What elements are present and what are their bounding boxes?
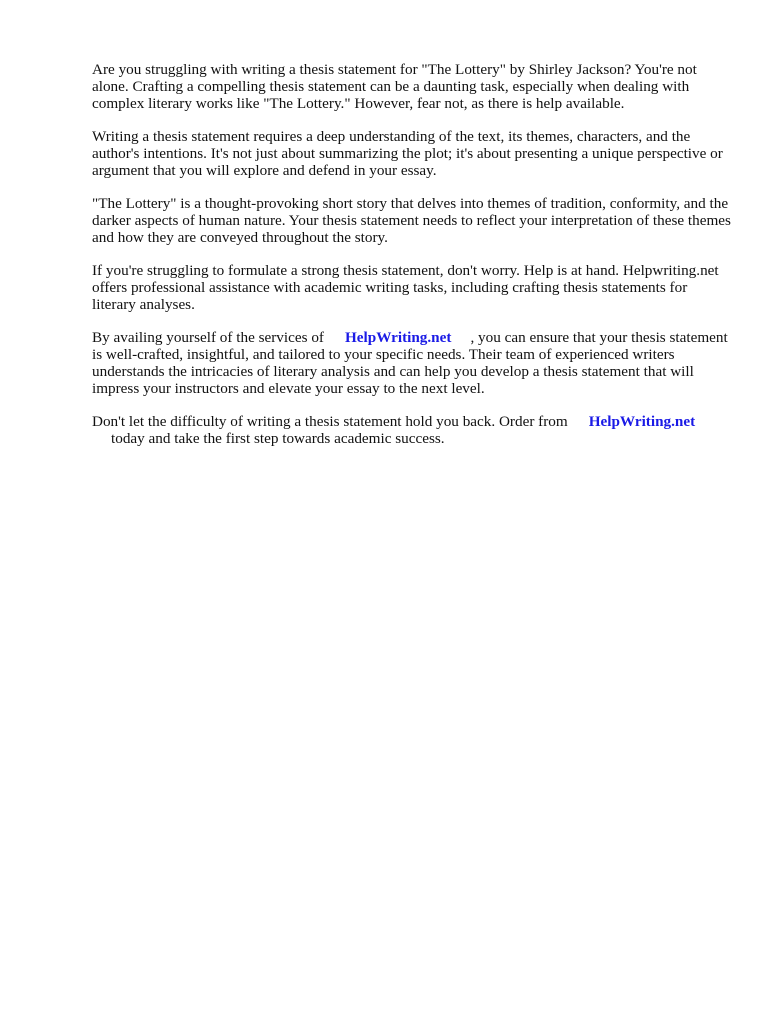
- paragraph-services: [92, 329, 732, 397]
- cta-text-before: Don't let the difficulty of writing a thesis statement hold you back. Order from: [92, 413, 568, 430]
- helpwriting-link[interactable]: HelpWriting.net: [344, 329, 452, 346]
- services-text-after: , you can ensure that your thesis statement is well-crafted, insightful, and tailored to your specific needs. Their team of experienced writers understands the intricacies of literary analysis and can help you develop a thesis statement that will impress your instructors and elevate your essay to the next level.: [92, 329, 728, 397]
- paragraph-story-themes: "The Lottery" is a thought-provoking short story that delves into themes of tradition, conformity, and the darker aspects of human nature. Your thesis statement needs to reflect your interpretation of these themes and how they are conveyed throughout the story.: [92, 195, 731, 246]
- helpwriting-order-link[interactable]: HelpWriting.net: [588, 413, 696, 430]
- services-text-before: By availing yourself of the services of: [92, 329, 324, 346]
- paragraph-help-available: If you're struggling to formulate a strong thesis statement, don't worry. Help is at hand. Helpwriting.net offers professional assistance with academic writing tasks, including crafting thesis statements for literary analyses.: [92, 262, 719, 313]
- document-body: [92, 61, 732, 463]
- paragraph-intro: Are you struggling with writing a thesis statement for "The Lottery" by Shirley Jackson? You're not alone. Crafting a compelling thesis statement can be a daunting task, especially when dealing with complex literary works like "The Lottery." However, fear not, as there is help available.: [92, 61, 697, 112]
- paragraph-requirements: Writing a thesis statement requires a deep understanding of the text, its themes, characters, and the author's intentions. It's not just about summarizing the plot; it's about presenting a unique perspective or argument that you will explore and defend in your essay.: [92, 128, 723, 179]
- cta-text-after: today and take the first step towards academic success.: [111, 430, 445, 447]
- paragraph-call-to-action: [92, 413, 732, 447]
